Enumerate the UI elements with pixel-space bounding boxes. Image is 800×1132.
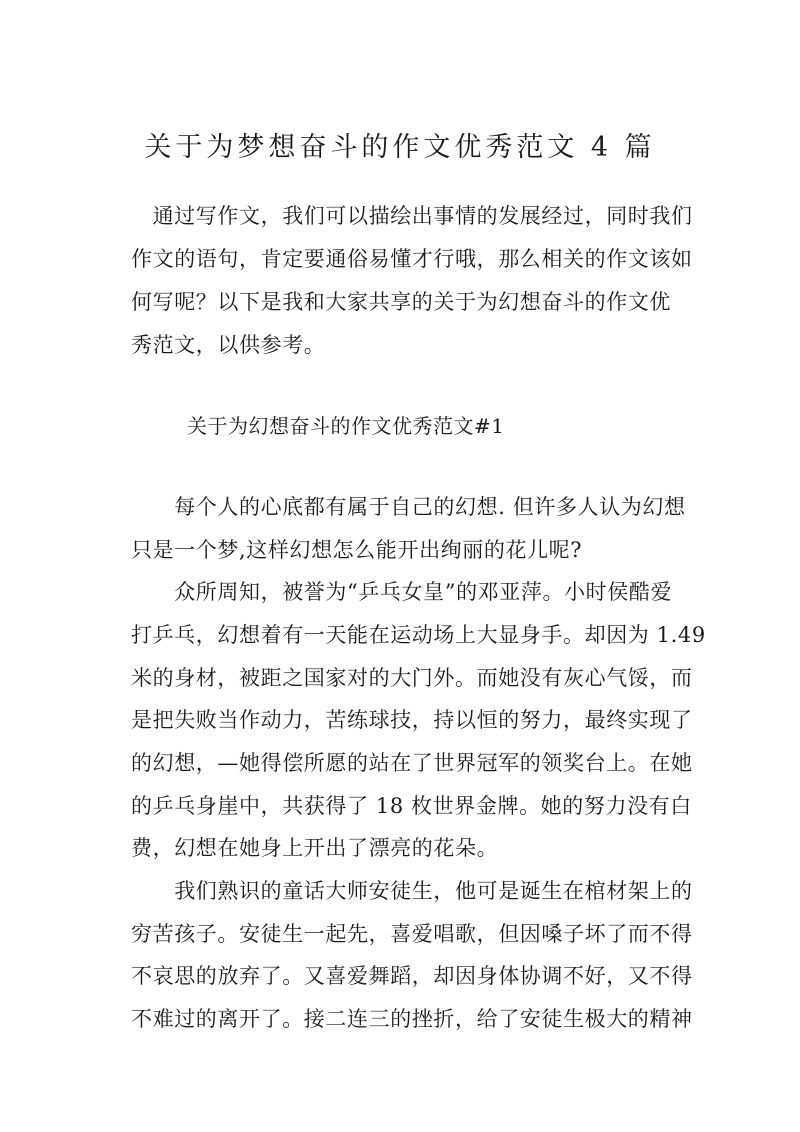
body-line-4: 打乒乓，幻想着有一天能在运动场上大显身手。却因为 1.49	[131, 623, 706, 647]
essay-heading: 关于为幻想奋斗的作文优秀范文#1	[187, 414, 505, 438]
body-line-9: 费，幻想在她身上开出了漂亮的花朵。	[131, 836, 499, 860]
intro-line-3: 何写呢？以下是我和大家共享的关于为幻想奋斗的作文优	[131, 290, 671, 314]
body-line-10: 我们熟识的童话大师安徒生，他可是诞生在棺材架上的	[131, 879, 693, 903]
body-line-2: 只是一个梦,这样幻想怎么能开出绚丽的花儿呢?	[131, 538, 583, 562]
body-line-8: 的乒乓身崖中，共获得了 18 枚世界金牌。她的努力没有白	[131, 794, 692, 818]
intro-line-4: 秀范文，以供参考。	[131, 333, 326, 357]
body-line-13: 不难过的离开了。接二连三的挫折，给了安徒生极大的精神	[131, 1007, 693, 1031]
body-line-5: 米的身材，被距之国家对的大门外。而她没有灰心气馁，而	[131, 666, 693, 690]
intro-line-1: 通过写作文，我们可以描绘出事情的发展经过，同时我们	[131, 204, 693, 228]
document-title: 关于为梦想奋斗的作文优秀范文 4 篇	[144, 132, 656, 163]
body-line-11: 穷苦孩子。安徒生一起先，喜爱唱歌，但因嗓子坏了而不得	[131, 922, 693, 946]
body-line-7: 的幻想，—她得偿所愿的站在了世界冠军的领奖台上。在她	[131, 751, 693, 775]
body-line-1: 每个人的心底都有属于自己的幻想. 但许多人认为幻想	[131, 495, 686, 519]
body-line-3: 众所周知，被誉为“乒乓女皇”的邓亚萍。小时侯酷爱	[131, 580, 673, 604]
body-line-6: 是把失败当作动力，苦练球技，持以恒的努力，最终实现了	[131, 708, 693, 732]
body-line-12: 不哀思的放弃了。又喜爱舞蹈，却因身体协调不好，又不得	[131, 964, 693, 988]
intro-line-2: 作文的语句，肯定要通俗易懂才行哦，那么相关的作文该如	[131, 247, 693, 271]
